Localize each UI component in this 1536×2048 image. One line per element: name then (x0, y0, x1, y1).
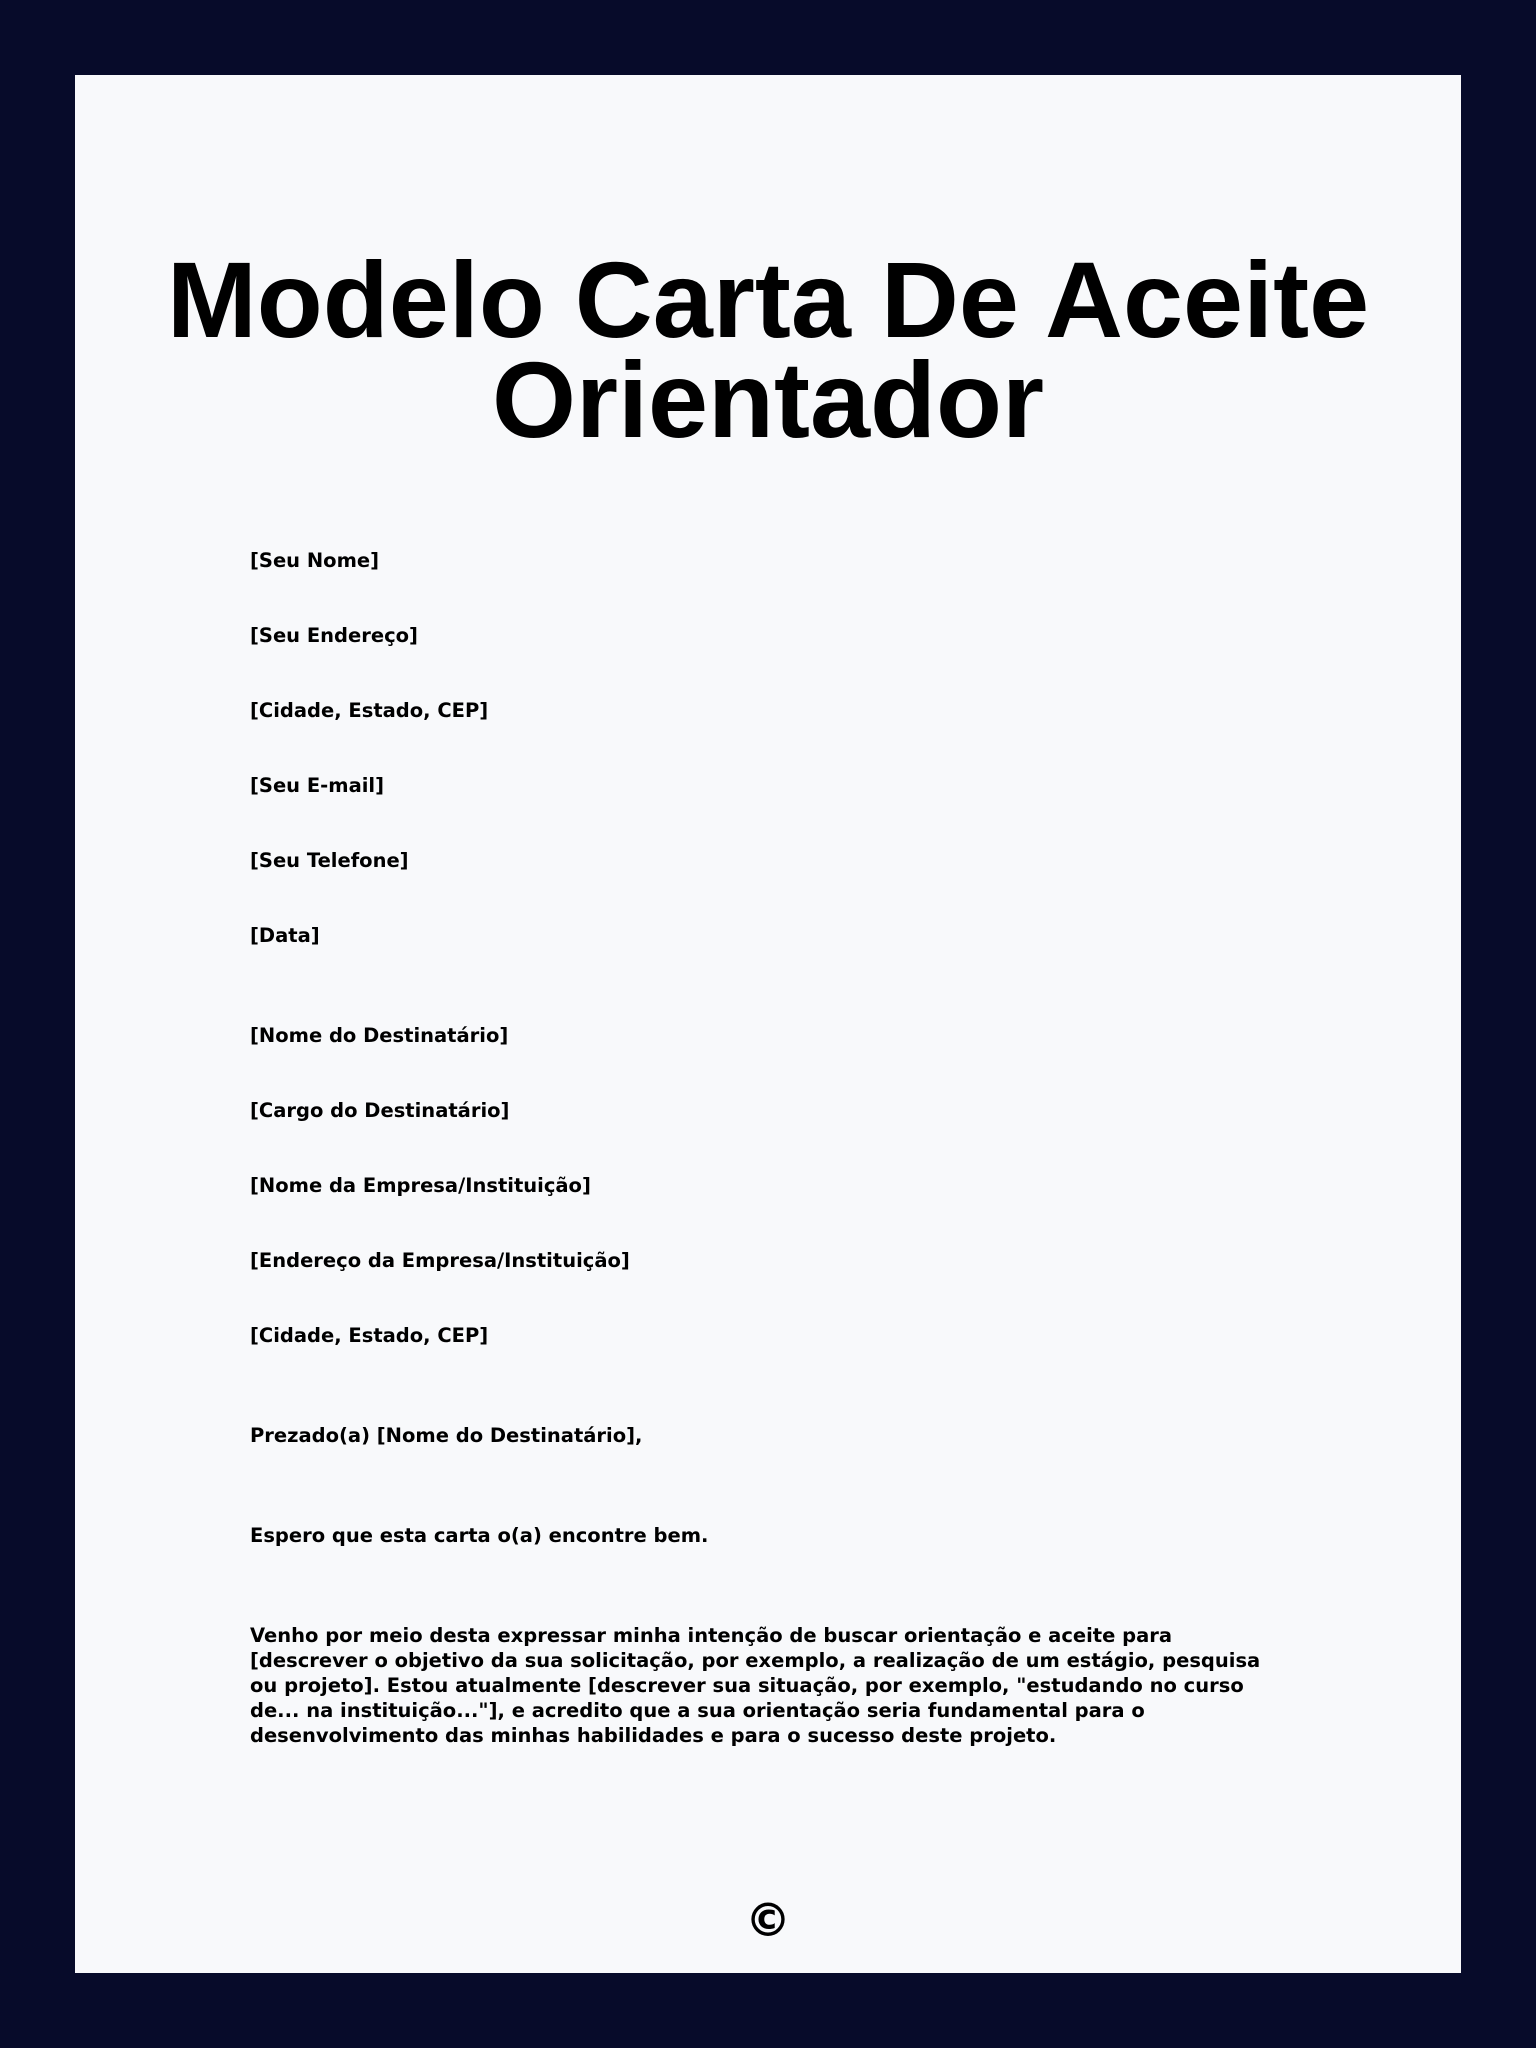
title-line-1: Modelo Carta De Aceite (166, 239, 1370, 360)
recipient-company-address: [Endereço da Empresa/Instituição] (250, 1249, 630, 1272)
opening-sentence: Espero que esta carta o(a) encontre bem. (250, 1524, 709, 1547)
letter-date: [Data] (250, 924, 320, 947)
sender-email: [Seu E-mail] (250, 774, 385, 797)
recipient-company: [Nome da Empresa/Instituição] (250, 1174, 591, 1197)
title-line-2: Orientador (491, 339, 1045, 460)
letter-page (75, 75, 1461, 1973)
salutation: Prezado(a) [Nome do Destinatário], (250, 1424, 643, 1447)
recipient-city-state-zip: [Cidade, Estado, CEP] (250, 1324, 489, 1347)
sender-city-state-zip: [Cidade, Estado, CEP] (250, 699, 489, 722)
recipient-name: [Nome do Destinatário] (250, 1024, 509, 1047)
copyright-icon: © (745, 1893, 791, 1947)
sender-address: [Seu Endereço] (250, 624, 418, 647)
sender-name: [Seu Nome] (250, 549, 380, 572)
sender-phone: [Seu Telefone] (250, 849, 409, 872)
page-title (75, 239, 1461, 460)
body-paragraph: Venho por meio desta expressar minha intenção de buscar orientação e aceite para [descrever o objetivo da sua solicitação, por exemplo, a realização de um estágio, pesquisa ou projeto]. Estou atualmente [descrever sua situação, por exemplo, "estudando no curso de... na instituição..."], e acredito que a sua orientação seria fundamental para o desenvolvimento das minhas habilidades e para o sucesso deste projeto. (250, 1624, 1261, 1747)
recipient-position: [Cargo do Destinatário] (250, 1099, 510, 1122)
